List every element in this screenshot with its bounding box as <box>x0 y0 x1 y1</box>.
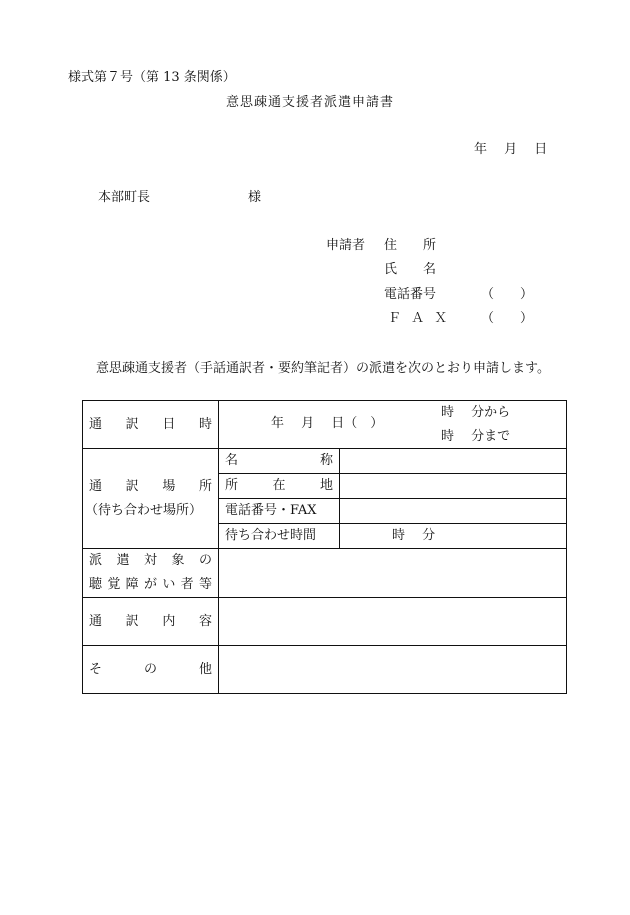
row-content <box>83 598 567 646</box>
other-input[interactable] <box>219 646 567 694</box>
meeting-time-input[interactable] <box>340 524 567 549</box>
date-text: 年 月 日（ ） <box>271 416 384 431</box>
place-phone-input[interactable] <box>340 499 567 524</box>
label-other: そ の 他 <box>83 646 219 694</box>
sublabel-name: 名 称 <box>219 449 340 474</box>
addressee: 本部町長 <box>98 190 151 205</box>
row-other <box>83 646 567 694</box>
place-location-input[interactable] <box>340 474 567 499</box>
content-input[interactable] <box>219 598 567 646</box>
row-place-name <box>83 449 567 474</box>
fax-label: Ｆ Ａ Ｘ <box>388 311 451 326</box>
sublabel-meeting-time: 待ち合わせ時間 <box>219 524 340 549</box>
time-from-text: 時 分から <box>441 405 511 420</box>
date-line: 年 月 日 <box>474 142 548 157</box>
name-label: 氏 名 <box>384 262 437 277</box>
label-place-sub: （待ち合わせ場所） <box>85 502 203 518</box>
sublabel-location: 所 在 地 <box>219 474 340 499</box>
sublabel-phone-fax: 電話番号・FAX <box>219 499 340 524</box>
row-datetime <box>83 401 567 449</box>
form-number: 様式第７号（第 13 条関係） <box>68 70 236 85</box>
label-datetime-chars: 通 訳 日 時 <box>89 416 212 432</box>
phone-label: 電話番号 <box>384 287 437 302</box>
meeting-time-text: 時 分 <box>392 528 436 543</box>
target-input[interactable] <box>219 549 567 598</box>
honorific: 様 <box>248 190 262 205</box>
time-to-text: 時 分まで <box>441 429 511 444</box>
label-content: 通 訳 内 容 <box>83 598 219 646</box>
label-target: 派 遣 対 象 の 聴 覚 障 が い 者 等 <box>83 549 219 598</box>
datetime-value[interactable] <box>219 401 567 449</box>
intro-text: 意思疎通支援者（手話通訳者・要約筆記者）の派遣を次のとおり申請します。 <box>96 361 550 376</box>
row-target <box>83 549 567 598</box>
request-table <box>82 400 567 694</box>
place-name-input[interactable] <box>340 449 567 474</box>
document-title: 意思疎通支援者派遣申請書 <box>226 95 395 110</box>
label-place <box>83 449 219 549</box>
label-datetime <box>83 401 219 449</box>
applicant-label: 申請者 <box>326 238 366 253</box>
address-label: 住 所 <box>384 238 437 253</box>
fax-paren: （ ） <box>481 311 534 326</box>
phone-paren: （ ） <box>481 287 534 302</box>
label-place-chars: 通 訳 場 所 <box>89 478 212 494</box>
